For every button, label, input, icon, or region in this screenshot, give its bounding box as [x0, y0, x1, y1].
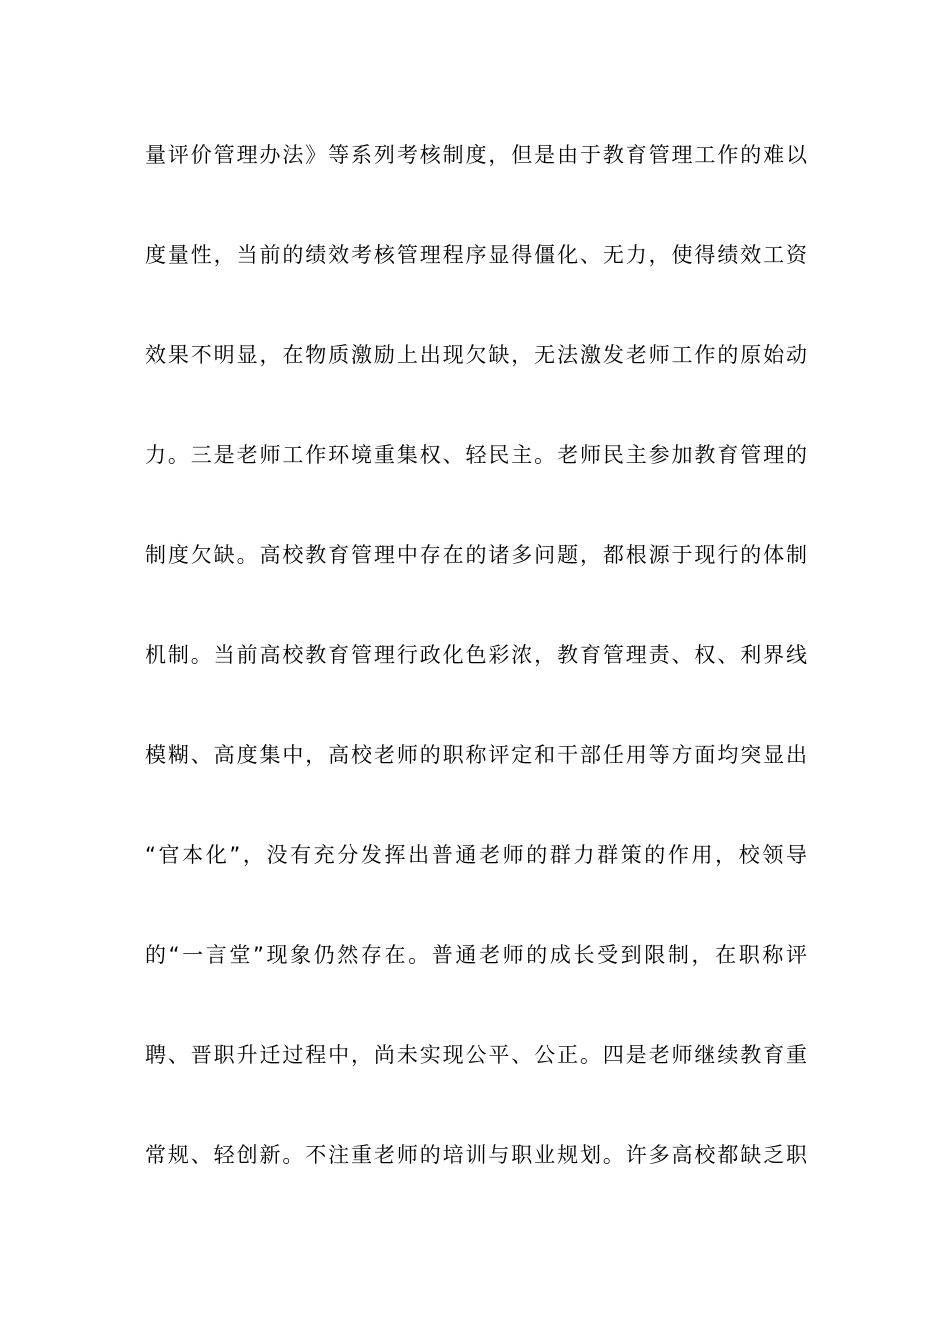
text-line-5: 制度欠缺。高校教育管理中存在的诸多问题，都根源于现行的体制	[145, 543, 807, 567]
text-line-6: 机制。当前高校教育管理行政化色彩浓，教育管理责、权、利界线	[145, 643, 807, 667]
body-text	[145, 130, 807, 1230]
text-line-10: 聘、晋职升迁过程中，尚未实现公平、公正。四是老师继续教育重	[145, 1043, 807, 1067]
text-line-3: 效果不明显，在物质激励上出现欠缺，无法激发老师工作的原始动	[145, 343, 807, 367]
text-line-4: 力。三是老师工作环境重集权、轻民主。老师民主参加教育管理的	[145, 443, 807, 467]
text-line-2: 度量性，当前的绩效考核管理程序显得僵化、无力，使得绩效工资	[145, 243, 807, 267]
text-line-8: “官本化”，没有充分发挥出普通老师的群力群策的作用，校领导	[145, 843, 807, 867]
text-line-9: 的“一言堂”现象仍然存在。普通老师的成长受到限制，在职称评	[145, 943, 807, 967]
text-line-11: 常规、轻创新。不注重老师的培训与职业规划。许多高校都缺乏职	[145, 1143, 807, 1167]
text-line-7: 模糊、高度集中，高校老师的职称评定和干部任用等方面均突显出	[145, 743, 807, 767]
text-line-1: 量评价管理办法》等系列考核制度，但是由于教育管理工作的难以	[145, 143, 807, 167]
